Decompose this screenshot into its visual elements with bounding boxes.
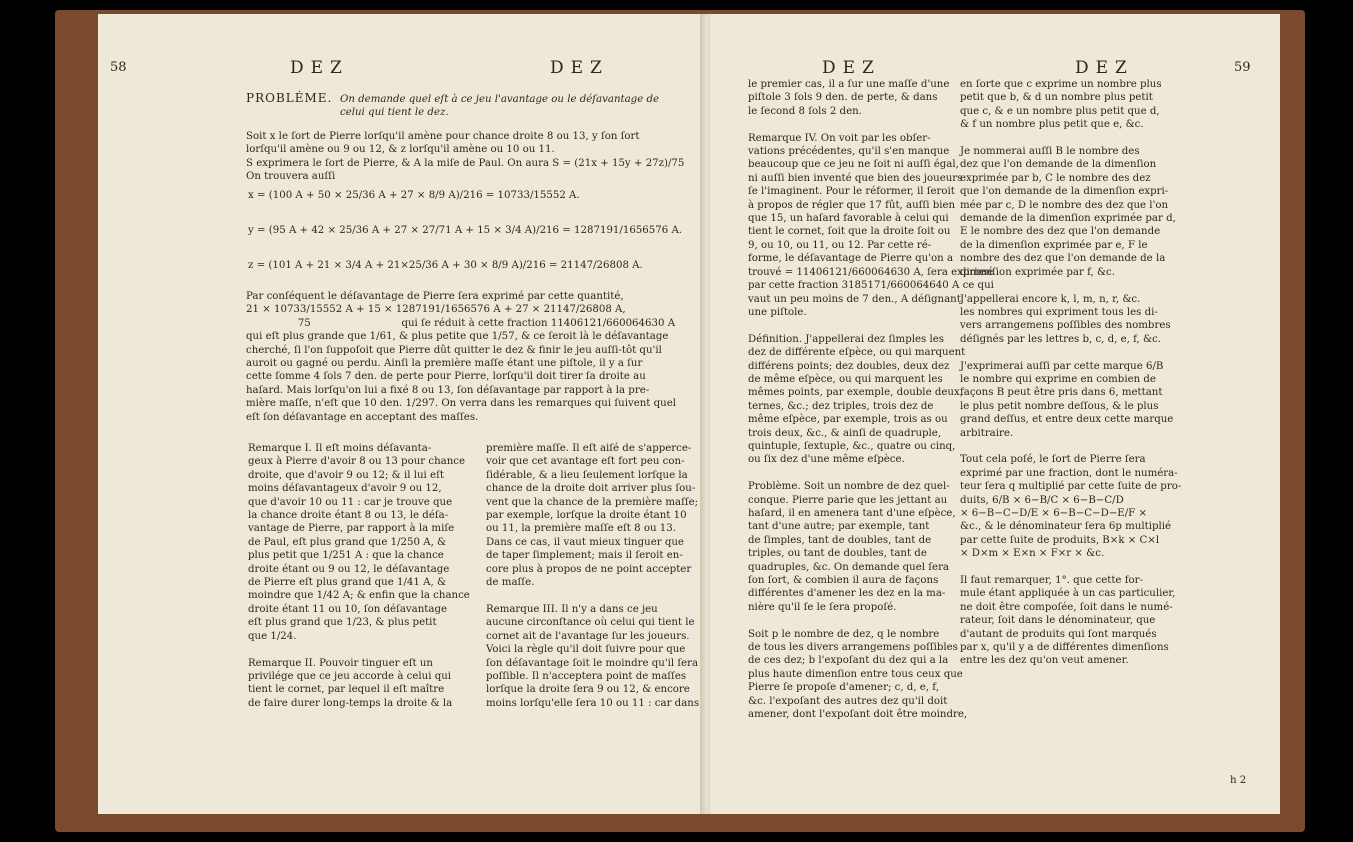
remarks-column-2: première maſſe. Il eſt aiſé de s'apperce- voir que cet avantage eſt fort peu con- ſidérable, & a lieu ſeulement lorſque la chance de la droite doit arriver plus ſou- vent que la chance de la première maſſe; par exemple, lorſque la droite étant 10 ou 11, la première maſſe eſt 8 ou 13. Dans ce cas, il vaut mieux tinguer que de taper ſimplement; mais il ſeroit en- core plus à propos de ne point accepter de maſſe. Remarque III. Il n'y a dans ce jeu aucune circonſtance où celui qui tient le cornet ait de l'avantage ſur les joueurs. Voici la règle qu'il doit ſuivre pour que ſon déſavantage ſoit le moindre qu'il ſera poſſible. Il n'acceptera point de maſſes lorſque la droite ſera 9 ou 12, & encore moins lorſqu'elle ſera 10 ou 11 : car dans <box>486 443 700 709</box>
signature-mark: h 2 <box>1230 775 1247 786</box>
intro-paragraph: Soit x le ſort de Pierre lorſqu'il amène pour chance droite 8 ou 13, y ſon ſort lorſqu'il amène ou 9 ou 12, & z lorſqu'il amène ou 10 ou 11. S exprimera le ſort de Pierre, & A la miſe de Paul. On aura S = (21x + 15y + 27z)/75 On trouvera auſſi <box>246 131 685 183</box>
main-paragraph: Par conſéquent le déſavantage de Pierre ſera exprimé par cette quantité, 21 × 10733/15552 A + 15 × 1287191/1656576 A + 27 × 21147/26808 A, 75 qui ſe réduit à cette fraction 11406121/660064630 A qui eſt plus grande que 1/61, & plus petite que 1/57, & ce ſeroit là le déſavantage cherché, ſi l'on ſuppoſoit que Pierre dût quitter le dez & finir le jeu auſſi-tôt qu'il auroit ou gagné ou perdu. Ainſi la première maſſe étant une piſtole, il y a ſur cette ſomme 4 ſols 7 den. de perte pour Pierre, lorſqu'il doit tirer ſa droite au haſard. Mais lorſqu'on lui a fixé 8 ou 13, ſon déſavantage par rapport à la pre- mière maſſe, n'eſt que 10 den. 1/297. On verra dans les remarques qui ſuivent quel eſt ſon déſavantage en acceptant des maſſes. <box>246 291 676 423</box>
formula-x: x = (100 A + 50 × 25/36 A + 27 × 8/9 A)/216 = 10733/15552 A. <box>248 190 580 201</box>
running-header-right: DEZ <box>550 58 609 78</box>
page-number: 59 <box>1234 60 1251 75</box>
running-header-left: DEZ <box>822 58 881 78</box>
left-page <box>98 14 704 814</box>
right-page <box>710 14 1280 814</box>
running-header-left: DEZ <box>290 58 349 78</box>
running-header-right: DEZ <box>1075 58 1134 78</box>
text-column-1: le premier cas, il a ſur une maſſe d'une piſtole 3 ſols 9 den. de perte, & dans le ſecond 8 ſols 2 den. Remarque IV. On voit par les obſer- vations précédentes, qu'il s'en manque beaucoup que ce jeu ne ſoit ni auſſi égal, ni auſſi bien inventé que bien des joueurs ſe l'imaginent. Pour le réformer, il ſeroit à propos de régler que 17 fût, auſſi bien que 15, un haſard favorable à celui qui tient le cornet, ſoit que la droite ſoit ou 9, ou 10, ou 11, ou 12. Par cette ré- forme, le déſavantage de Pierre qu'on a trouvé = 11406121/660064630 A, ſera exprimé par cette fraction 3185171/660064640 A ce qui vaut un peu moins de 7 den., A déſignant une piſtole. Définition. J'appellerai dez ſimples les dez de différente eſpèce, ou qui marquent différens points; dez doubles, deux dez de même eſpèce, ou qui marquent les mêmes points, par exemple, double deux, ternes, &c.; dez triples, trois dez de même eſpèce, par exemple, trois as ou trois deux, &c., & ainſi de quadruple, quintuple, ſextuple, &c., quatre ou cinq, ou ſix dez d'une même eſpèce. Problème. Soit un nombre de dez quel- conque. Pierre parie que les jettant au haſard, il en amenera tant d'une eſpèce, tant d'une autre; par exemple, tant de ſimples, tant de doubles, tant de triples, ou tant de doubles, tant de quadruples, &c. On demande quel ſera ſon ſort, & combien il aura de façons différentes d'amener les dez en la ma- nière qu'il ſe le ſera propoſé. Soit p le nombre de dez, q le nombre de tous les divers arrangemens poſſibles de ces dez; b l'expoſant du dez qui a la plus haute dimenſion entre tous ceux que Pierre ſe propoſe d'amener; c, d, e, f, &c. l'expoſant des autres dez qu'il doit amener, dont l'expoſant doit être moindre, <box>748 79 994 721</box>
problem-statement: On demande quel eſt à ce jeu l'avantage ou le déſavantage de celui qui tient le dez. <box>340 94 660 119</box>
remarks-column-1: Remarque I. Il eſt moins déſavanta- geux à Pierre d'avoir 8 ou 13 pour chance droite, que d'avoir 9 ou 12; & il lui eſt moins déſavantageux d'avoir 9 ou 12, que d'avoir 10 ou 11 : car je trouve que la chance droite étant 8 ou 13, le déſa- vantage de Pierre, par rapport à la miſe de Paul, eſt plus grand que 1/250 A, & plus petit que 1/251 A : que la chance droite étant ou 9 ou 12, le déſavantage de Pierre eſt plus grand que 1/41 A, & moindre que 1/42 A; & enfin que la chance droite étant 11 ou 10, ſon déſavantage eſt plus grand que 1/23, & plus petit que 1/24. Remarque II. Pouvoir tinguer eſt un privilége que ce jeu accorde à celui qui tient le cornet, par lequel il eſt maître de faire durer long-temps la droite & la <box>248 443 470 709</box>
problem-title: PROBLÉME. <box>246 91 333 105</box>
page-number: 58 <box>110 60 127 75</box>
formula-z: z = (101 A + 21 × 3/4 A + 21×25/36 A + 30 × 8/9 A)/216 = 21147/26808 A. <box>248 260 643 271</box>
text-column-2: en ſorte que c exprime un nombre plus petit que b, & d un nombre plus petit que c, & e un nombre plus petit que d, & f un nombre plus petit que e, &c. Je nommerai auſſi B le nombre des dez que l'on demande de la dimenſion exprimée par b, C le nombre des dez que l'on demande de la dimenſion expri- mée par c, D le nombre des dez que l'on demande de la dimenſion exprimée par d, E le nombre des dez que l'on demande de la dimenſion exprimée par e, F le nombre des dez que l'on demande de la dimenſion exprimée par f, &c. J'appellerai encore k, l, m, n, r, &c. les nombres qui expriment tous les di- vers arrangemens poſſibles des nombres déſignés par les lettres b, c, d, e, f, &c. J'exprimerai auſſi par cette marque 6/B le nombre qui exprime en combien de façons B peut être pris dans 6, mettant le plus petit nombre deſſous, & le plus grand deſſus, et entre deux cette marque arbitraire. Tout cela poſé, le ſort de Pierre ſera exprimé par une fraction, dont le numéra- teur ſera q multiplié par cette ſuite de pro- duits, 6/B × 6−B/C × 6−B−C/D × 6−B−C−D/E × 6−B−C−D−E/F × &c., & le dénominateur ſera 6p multiplié par cette ſuite de produits, B×k × C×l × D×m × E×n × F×r × &c. Il faut remarquer, 1°. que cette for- mule étant appliquée à un cas particulier, ne doit être compoſée, ſoit dans le numé- rateur, ſoit dans le dénominateur, que d'autant de produits qui ſont marqués par x, qu'il y a de différentes dimenſions entre les dez qu'on veut amener. <box>960 79 1182 667</box>
formula-y: y = (95 A + 42 × 25/36 A + 27 × 27/71 A + 15 × 3/4 A)/216 = 1287191/1656576 A. <box>248 225 683 236</box>
